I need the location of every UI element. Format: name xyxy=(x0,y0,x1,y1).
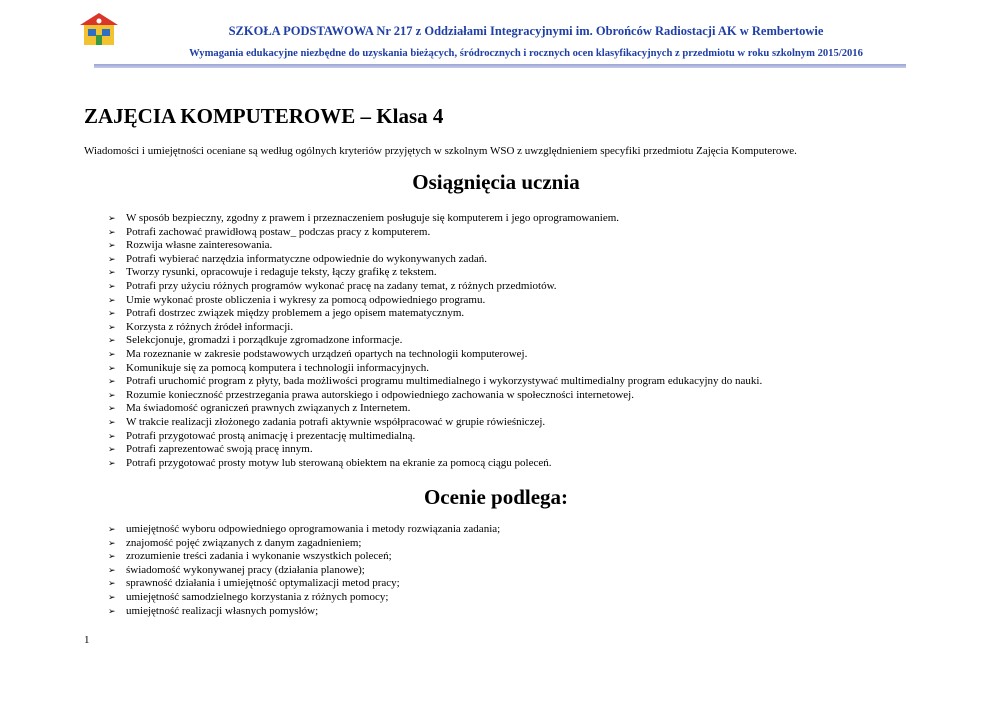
section-heading-assessment: Ocenie podlega: xyxy=(423,485,569,509)
arrow-bullet-icon: ➢ xyxy=(108,294,116,305)
list-item-text: Rozwija własne zainteresowania. xyxy=(126,239,273,252)
list-item xyxy=(108,577,500,591)
arrow-bullet-icon: ➢ xyxy=(108,335,116,346)
list-item xyxy=(108,348,762,362)
list-item-text: Korzysta z różnych źródeł informacji. xyxy=(126,320,294,333)
arrow-bullet-icon: ➢ xyxy=(108,457,116,468)
achievements-list xyxy=(108,212,762,470)
list-item-text: umiejętność realizacji własnych pomysłów; xyxy=(126,604,319,617)
list-item xyxy=(108,443,762,457)
list-item-text: znajomość pojęć związanych z danym zagadnieniem; xyxy=(126,536,362,549)
list-item-text: W trakcie realizacji złożonego zadania potrafi aktywnie współpracować w grupie rówieśniczej. xyxy=(126,415,546,428)
list-item xyxy=(108,239,762,253)
arrow-bullet-icon: ➢ xyxy=(108,605,116,616)
arrow-bullet-icon: ➢ xyxy=(108,267,116,278)
arrow-bullet-icon: ➢ xyxy=(108,578,116,589)
list-item xyxy=(108,307,762,321)
arrow-bullet-icon: ➢ xyxy=(108,280,116,291)
arrow-bullet-icon: ➢ xyxy=(108,430,116,441)
list-item-text: Potrafi przy użyciu różnych programów wykonać pracę na zadany temat, z różnych przedmiotów. xyxy=(126,279,557,292)
assessment-list xyxy=(108,523,500,618)
list-item-text: zrozumienie treści zadania i wykonanie wszystkich poleceń; xyxy=(126,550,392,563)
arrow-bullet-icon: ➢ xyxy=(108,403,116,414)
arrow-bullet-icon: ➢ xyxy=(108,444,116,455)
list-item-text: Potrafi przygotować prosty motyw lub sterowaną obiektem na ekranie za pomocą ciągu poleceń. xyxy=(126,456,552,469)
list-item xyxy=(108,226,762,240)
intro-paragraph: Wiadomości i umiejętności oceniane są według ogólnych kryteriów przyjętych w szkolnym WSO z uwzględnieniem specyfiki przedmiotu Zajęcia Komputerowe. xyxy=(84,145,797,157)
arrow-bullet-icon: ➢ xyxy=(108,551,116,562)
list-item-text: Potrafi zachować prawidłową postaw_ podczas pracy z komputerem. xyxy=(126,225,431,238)
list-item-text: umiejętność wyboru odpowiedniego oprogramowania i metody rozwiązania zadania; xyxy=(126,523,501,535)
section-heading-achievements: Osiągnięcia ucznia xyxy=(412,170,580,194)
arrow-bullet-icon: ➢ xyxy=(108,308,116,319)
list-item xyxy=(108,430,762,444)
arrow-bullet-icon: ➢ xyxy=(108,416,116,427)
list-item xyxy=(108,294,762,308)
list-item xyxy=(108,280,762,294)
school-name: SZKOŁA PODSTAWOWA Nr 217 z Oddziałami Integracyjnymi im. Obrońców Radiostacji AK w Rembertowie xyxy=(228,24,824,38)
arrow-bullet-icon: ➢ xyxy=(108,537,116,548)
list-item-text: Potrafi dostrzec związek między problemem a jego opisem matematycznym. xyxy=(126,307,465,320)
list-item-text: sprawność działania i umiejętność optymalizacji metod pracy; xyxy=(126,577,400,590)
list-item-text: Potrafi uruchomić program z płyty, bada możliwości programu multimedialnego i wykorzystywać multimedialny program edukacyjny do nauki. xyxy=(126,375,763,388)
list-item xyxy=(108,537,500,551)
arrow-bullet-icon: ➢ xyxy=(108,348,116,359)
list-item xyxy=(108,457,762,471)
list-item xyxy=(108,605,500,619)
list-item-text: świadomość wykonywanej pracy (działania planowe); xyxy=(126,563,365,576)
list-item-text: Umie wykonać proste obliczenia i wykresy za pomocą odpowiedniego programu. xyxy=(126,293,486,306)
header-divider xyxy=(94,64,906,68)
arrow-bullet-icon: ➢ xyxy=(108,362,116,373)
list-item-text: Selekcjonuje, gromadzi i porządkuje zgromadzone informacje. xyxy=(126,334,403,347)
list-item xyxy=(108,389,762,403)
list-item-text: Ma rozeznanie w zakresie podstawowych urządzeń opartych na technologii komputerowej. xyxy=(126,347,528,360)
list-item xyxy=(108,402,762,416)
list-item-text: W sposób bezpieczny, zgodny z prawem i przeznaczeniem posługuje się komputerem i jego oprogramowaniem. xyxy=(126,212,620,224)
list-item-text: Tworzy rysunki, opracowuje i redaguje teksty, łączy grafikę z tekstem. xyxy=(126,266,437,279)
arrow-bullet-icon: ➢ xyxy=(108,564,116,575)
requirements-line: Wymagania edukacyjne niezbędne do uzyskania bieżących, śródrocznych i rocznych ocen klasyfikacyjnych z przedmiotu w roku szkolnym 2015/2016 xyxy=(189,48,863,59)
list-item-text: Potrafi zaprezentować swoją pracę innym. xyxy=(126,443,313,456)
arrow-bullet-icon: ➢ xyxy=(108,524,116,534)
list-item-text: Potrafi przygotować prostą animację i prezentację multimedialną. xyxy=(126,429,416,442)
list-item xyxy=(108,212,762,226)
arrow-bullet-icon: ➢ xyxy=(108,321,116,332)
list-item-text: Rozumie konieczność przestrzegania prawa autorskiego i odpowiedniego zachowania w społeczności internetowej. xyxy=(126,388,634,401)
list-item xyxy=(108,253,762,267)
list-item xyxy=(108,321,762,335)
list-item xyxy=(108,564,500,578)
arrow-bullet-icon: ➢ xyxy=(108,240,116,251)
arrow-bullet-icon: ➢ xyxy=(108,376,116,387)
arrow-bullet-icon: ➢ xyxy=(108,591,116,602)
list-item xyxy=(108,591,500,605)
page-number: 1 xyxy=(84,634,90,646)
list-item xyxy=(108,334,762,348)
document-title: ZAJĘCIA KOMPUTEROWE – Klasa 4 xyxy=(84,104,444,128)
list-item-text: Potrafi wybierać narzędzia informatyczne odpowiednie do wykonywanych zadań. xyxy=(126,252,488,265)
list-item xyxy=(108,550,500,564)
list-item xyxy=(108,362,762,376)
arrow-bullet-icon: ➢ xyxy=(108,253,116,264)
list-item xyxy=(108,266,762,280)
list-item xyxy=(108,416,762,430)
arrow-bullet-icon: ➢ xyxy=(108,389,116,400)
list-item xyxy=(108,523,500,537)
list-item-text: Komunikuje się za pomocą komputera i technologii informacyjnych. xyxy=(126,361,430,374)
arrow-bullet-icon: ➢ xyxy=(108,213,116,223)
list-item xyxy=(108,375,762,389)
list-item-text: Ma świadomość ograniczeń prawnych związanych z Internetem. xyxy=(126,402,411,415)
arrow-bullet-icon: ➢ xyxy=(108,226,116,237)
list-item-text: umiejętność samodzielnego korzystania z różnych pomocy; xyxy=(126,590,389,603)
